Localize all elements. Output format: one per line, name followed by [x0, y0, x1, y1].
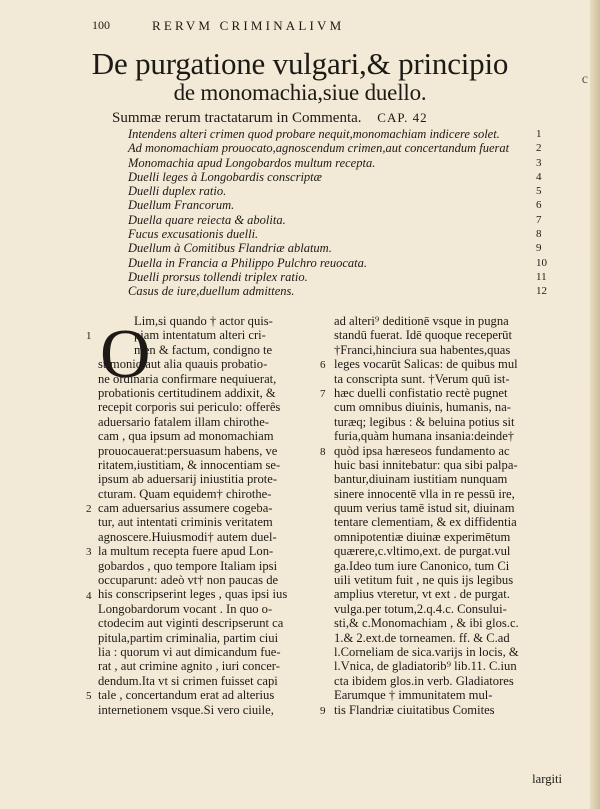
left-column-line: aduersario fatalem illam chirothe-	[98, 414, 269, 429]
right-column-line: leges vocarūt Salicas: de quibus mul	[334, 357, 518, 372]
left-column-line: ritatem,iustitiam, & innocentiam se-	[98, 457, 281, 472]
summary-item	[128, 284, 548, 298]
summary-item-number: 6	[536, 199, 542, 212]
right-column-line: cum omnibus diuinis, humanis, na-	[334, 400, 512, 415]
summary-item	[128, 227, 548, 241]
running-title: RERVM CRIMINALIVM	[152, 18, 345, 33]
summary-item	[128, 156, 548, 170]
left-margin-number: 4	[86, 589, 92, 602]
right-column-line: tis Flandriæ ciuitatibus Comites	[334, 702, 495, 717]
right-column-line: cta ibidem glos.in verb. Gladiatores	[334, 673, 514, 688]
left-column-line: lia : quorum vi aut dimicandum fue-	[98, 644, 281, 659]
summary-item-number: 4	[536, 170, 542, 183]
summary-item	[128, 270, 548, 284]
catchword: largiti	[532, 772, 562, 786]
right-column-line: quum verius tamē istud sit, diuinam	[334, 501, 515, 516]
left-column-line: tale , concertandum erat ad alterius	[98, 688, 275, 703]
left-column-line: Longobardorum vocant . In quo o-	[98, 601, 273, 616]
left-column-line: Lim,si quando † actor quis-	[134, 314, 273, 328]
right-column-line: ga.Ideo tum iure Canonico, tum Ci	[334, 558, 510, 573]
summary-item-number: 5	[536, 185, 542, 198]
right-column-line: sti,& c.Monomachiam , & ibi glos.c.	[334, 616, 519, 631]
summary-item-text: Duellum à Comitibus Flandriæ ablatum.	[128, 241, 332, 256]
right-column-line: †Franci,hinciura sua habentes,quas	[334, 342, 511, 357]
left-column-line: cam aduersarius assumere cogeba-	[98, 501, 273, 516]
left-column-line: occuparunt: adeò vt† non paucas de	[98, 573, 279, 588]
right-column-line: vulga.per totum,2.q.4.c. Consului-	[334, 601, 507, 616]
summary-item-text: Intendens alteri crimen quod probare nequit,monomachiam indicere solet.	[128, 127, 500, 141]
left-column-line: piam intentatum alteri cri-	[134, 328, 266, 343]
summary-item-number: 10	[536, 256, 547, 269]
left-margin-number: 5	[86, 690, 92, 703]
right-column-line: uili vetitum fuit , ne quis ijs legibus	[334, 573, 514, 588]
summary-item-text: Ad monomachiam prouocato,agnoscendum crimen,aut concertandum fuerat	[128, 141, 510, 156]
page-edge	[590, 0, 600, 809]
right-column-line: 1.& 2.ext.de torneamen. ff. & C.ad	[334, 630, 510, 645]
summary-list	[128, 127, 548, 299]
left-column-line: cam , qua ipsum ad monomachiam	[98, 429, 274, 444]
summary-item	[128, 141, 548, 155]
chapter-title	[90, 48, 510, 107]
left-margin-number: 2	[86, 503, 92, 516]
middle-margin-number: 8	[320, 445, 326, 458]
page-number: 100	[92, 18, 110, 32]
right-column-line: huic basi innitebatur: qua sibi palpa-	[334, 457, 518, 472]
left-column-line: his conscripserint leges , quas ipsi ius	[98, 587, 288, 602]
summary-item	[128, 256, 548, 270]
chapter-title-line2: de monomachia,siue duello.	[173, 80, 427, 105]
summary-item-text: Duella quare reiecta & abolita.	[128, 212, 286, 227]
right-column-line: ad alteri⁹ deditionē vsque in pugna	[334, 314, 509, 328]
right-column-line: l.Vnica, de gladiatorib⁹ lib.11. C.iun	[334, 659, 517, 674]
left-column-line: gobardos , quo tempore Italiam ipsi	[98, 558, 278, 573]
summary-item-number: 12	[536, 285, 547, 298]
middle-margin-number: 7	[320, 388, 326, 400]
left-column-line: ctodecim aut viginti descripserunt ca	[98, 616, 284, 631]
right-column-line: sinere innocentē vlla in re pessū ire,	[334, 486, 515, 501]
summary-item	[128, 213, 548, 227]
chapter-number: CAP. 42	[377, 110, 428, 125]
summary-item	[128, 170, 548, 184]
right-column-line: Earumque † immunitatem mul-	[334, 688, 493, 703]
summary-item	[128, 127, 548, 141]
right-column-line: tentare clementiam, & ex diffidentia	[334, 515, 517, 530]
left-column-line: ne ordinaria confirmare nequiuerat,	[98, 371, 277, 386]
summary-item-text: Casus de iure,duellum admittens.	[128, 284, 295, 299]
drop-capital: O	[100, 316, 151, 393]
left-column-line: recepit corporis sui periculo: offerês	[98, 400, 281, 415]
summary-item-number: 1	[536, 128, 542, 140]
left-column-line: tur, aut intentati criminis veritatem	[98, 515, 273, 530]
summary-item-number: 2	[536, 142, 542, 155]
left-column-line: pitula,partim criminalia, partim ciui	[98, 630, 279, 645]
summary-item-text: Duelli prorsus tollendi triplex ratio.	[128, 269, 308, 284]
summary-item	[128, 241, 548, 255]
left-margin-number: 3	[86, 546, 92, 559]
right-column-line: hæc duelli confistatio rectè pugnet	[334, 385, 508, 400]
text-column-right	[334, 314, 562, 717]
middle-margin-number: 9	[320, 704, 326, 717]
right-column-line: l.Corneliam de sica.varijs in locis, &	[334, 644, 519, 659]
summary-item-text: Duellum Francorum.	[128, 198, 235, 213]
summary-item-text: Fucus excusationis duelli.	[128, 227, 259, 242]
summary-item-number: 11	[536, 270, 547, 283]
summary-heading-text: Summæ rerum tractatarum in Commenta.	[112, 110, 362, 126]
left-margin-number: 1	[86, 330, 92, 343]
text-column-left	[98, 314, 313, 717]
summary-item-text: Duella in Francia a Philippo Pulchro reuocata.	[128, 255, 367, 270]
summary-item-text: Duelli duplex ratio.	[128, 184, 227, 199]
right-column-line: ta conscripta sunt. †Verum quū ist-	[334, 371, 510, 386]
left-column-line: dendum.Ita vt si crimen fuisset capi	[98, 673, 278, 688]
right-column-line: furia,quàm humana insania:deinde†	[334, 429, 515, 444]
margin-mark: c	[581, 72, 588, 87]
right-column-line: omnipotentiæ diuinæ experimētum	[334, 529, 511, 544]
right-column-line: amplius vteretur, vt ext . de purgat.	[334, 587, 510, 602]
left-column-line: la multum recepta fuere apud Lon-	[98, 544, 274, 559]
left-column-line: probationis certitudinem addixit, &	[98, 385, 276, 400]
left-column-line: men & factum, condigno te	[134, 342, 273, 357]
right-column-line: turæq; legibus : & beluina potius sit	[334, 414, 515, 429]
left-column-line: cturam. Quam equidem† chirothe-	[98, 486, 272, 501]
left-column-line: rat , aut crimine agnito , iuri concer-	[98, 659, 280, 674]
summary-item-number: 3	[536, 156, 542, 169]
left-column-line: prouocauerat:persuasum habens, ve	[98, 443, 278, 458]
left-column-line: stimonio,aut alia quauis probatio-	[98, 357, 268, 372]
summary-item-text: Monomachia apud Longobardos multum recepta.	[128, 155, 376, 170]
summary-item-number: 7	[536, 213, 542, 226]
right-column-line: quòd ipsa hæreseos fundamento ac	[334, 443, 510, 458]
chapter-title-line1: De purgatione vulgari,& principio	[91, 46, 509, 81]
right-column-line: quærere,c.vltimo,ext. de purgat.vul	[334, 544, 511, 559]
summary-item-text: Duelli leges à Longobardis conscriptæ	[128, 169, 322, 184]
right-column-line: bantur,diuinam iustitiam nunquam	[334, 472, 508, 487]
summary-heading	[112, 110, 532, 127]
right-column-line: standū fuerat. Idē quoque receperūt	[334, 328, 512, 343]
middle-margin-number: 6	[320, 359, 326, 372]
left-column-line: agnoscere.Huiusmodi† autem duel-	[98, 529, 277, 544]
left-column-line: ipsum ab aduersarij iniustitia prote-	[98, 472, 278, 487]
running-head	[92, 18, 560, 38]
summary-item	[128, 184, 548, 198]
left-column-line: internetionem vsque.Si vero ciuile,	[98, 702, 274, 717]
summary-item-number: 8	[536, 228, 542, 241]
summary-item-number: 9	[536, 242, 542, 255]
summary-item	[128, 198, 548, 212]
